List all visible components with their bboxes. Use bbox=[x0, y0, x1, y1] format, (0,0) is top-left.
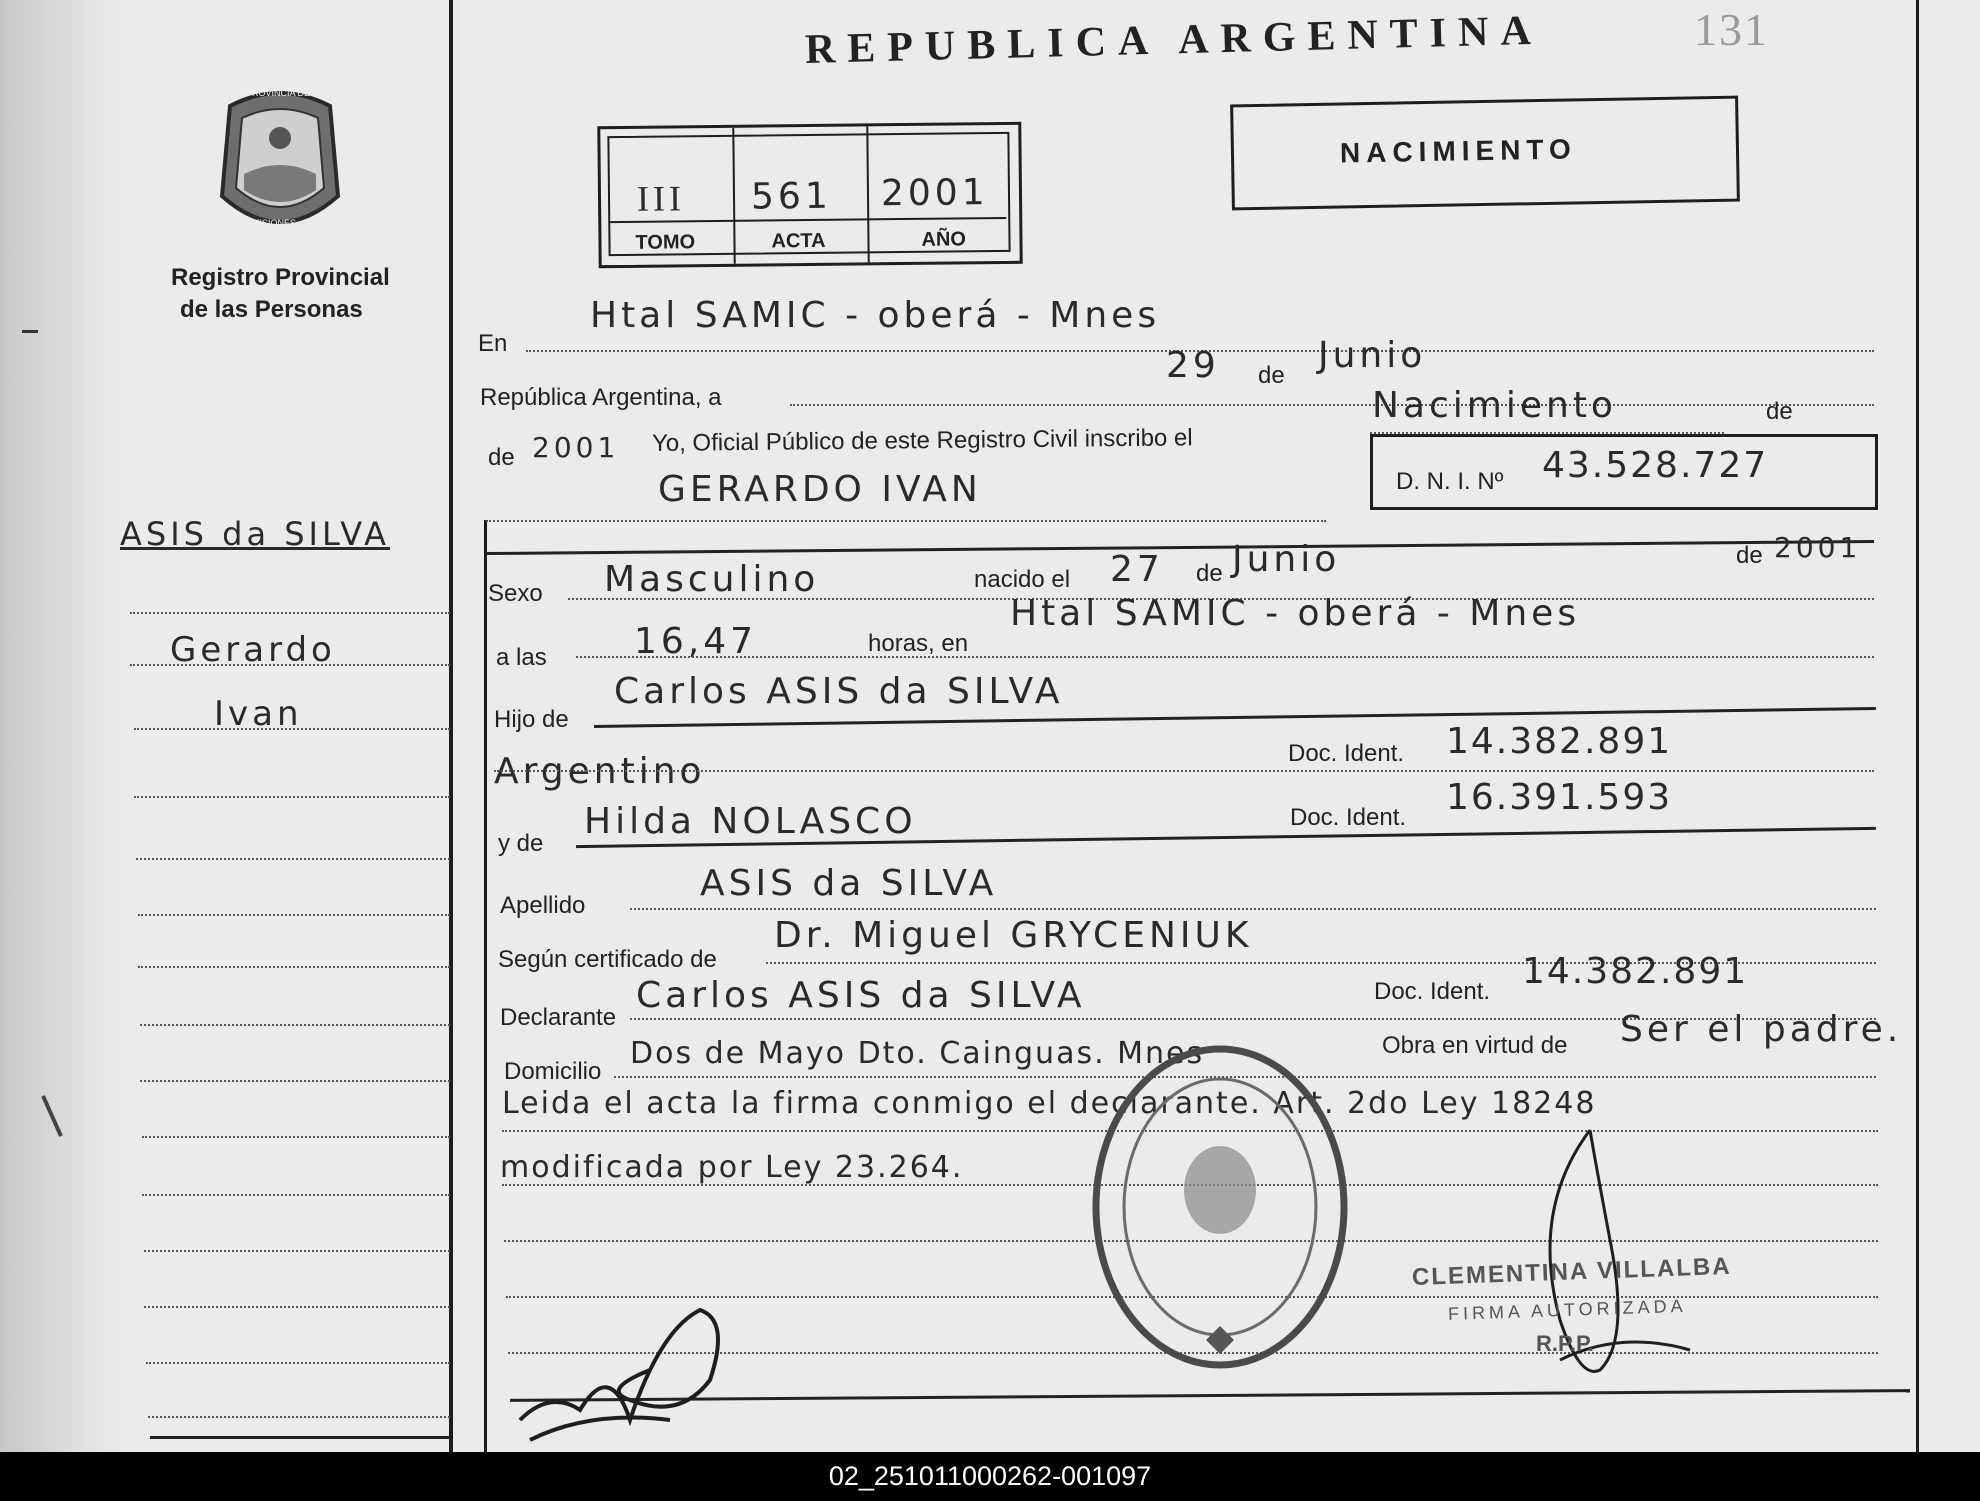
year-value: 2001 bbox=[532, 431, 620, 464]
doc-label-3: Doc. Ident. bbox=[1374, 978, 1491, 1005]
de2-label: de bbox=[488, 444, 515, 471]
province-seal-icon bbox=[210, 86, 350, 238]
margin-rule bbox=[142, 1136, 450, 1138]
acta-value: 561 bbox=[750, 175, 832, 218]
margin-divider bbox=[449, 0, 453, 1452]
oficial-label: Yo, Oficial Público de este Registro Civil inscribo el bbox=[651, 424, 1193, 457]
page-number: 131 bbox=[1694, 4, 1769, 55]
nac-padre-value: Argentino bbox=[494, 751, 706, 792]
declarante-value: Carlos ASIS da SILVA bbox=[636, 975, 1086, 1016]
nombre-value: GERARDO IVAN bbox=[658, 469, 982, 510]
tomo-label: TOMO bbox=[635, 231, 696, 254]
margin-name2: Ivan bbox=[214, 694, 303, 734]
sexo-label: Sexo bbox=[488, 580, 543, 607]
nac-rule bbox=[494, 770, 1874, 772]
margin-rule bbox=[140, 1024, 450, 1026]
margin-rule bbox=[142, 1194, 450, 1196]
obs-line2: modificada por Ley 23.264. bbox=[500, 1150, 964, 1185]
margin-rule bbox=[148, 1416, 450, 1418]
obra-label: Obra en virtud de bbox=[1382, 1032, 1568, 1059]
en-label: En bbox=[478, 330, 508, 357]
cert-value: Dr. Miguel GRYCENIUK bbox=[774, 915, 1253, 956]
margin-rule bbox=[136, 858, 450, 860]
form-frame-left bbox=[484, 520, 487, 1452]
margin-name1: Gerardo bbox=[170, 630, 336, 670]
alas-label: a las bbox=[496, 644, 547, 671]
doc-type-label: NACIMIENTO bbox=[1339, 133, 1578, 169]
obra-value: Ser el padre. bbox=[1620, 1009, 1903, 1050]
republica-rule bbox=[790, 404, 1874, 406]
registry-name-line1: Registro Provincial bbox=[171, 264, 390, 291]
form-frame-right bbox=[1916, 0, 1919, 1452]
seal-text-top: PROVINCIA DE bbox=[246, 88, 311, 98]
madre-value: Hilda NOLASCO bbox=[584, 801, 917, 842]
nacido-year: 2001 bbox=[1774, 531, 1862, 564]
de-label: de bbox=[1258, 362, 1285, 389]
signer-org: R.P.P. bbox=[1536, 1331, 1594, 1356]
day-value: 29 bbox=[1166, 345, 1220, 386]
dni-label: D. N. I. Nº bbox=[1396, 468, 1504, 495]
margin-rule bbox=[146, 1362, 450, 1364]
tomo-value: III bbox=[636, 178, 686, 219]
doc-madre-value: 16.391.593 bbox=[1446, 777, 1673, 818]
nacido-day: 27 bbox=[1110, 549, 1164, 590]
dni-value: 43.528.727 bbox=[1542, 445, 1769, 486]
doc-label: Doc. Ident. bbox=[1288, 740, 1405, 767]
nacido-month: Junio bbox=[1232, 539, 1341, 580]
country-title: REPUBLICA ARGENTINA bbox=[804, 7, 1544, 73]
registry-name-line2: de las Personas bbox=[180, 296, 363, 323]
margin-rule bbox=[138, 914, 450, 916]
margin-surname: ASIS da SILVA bbox=[120, 515, 391, 553]
acta-label: ACTA bbox=[771, 229, 826, 253]
margin-rule bbox=[144, 1306, 450, 1308]
en-value: Htal SAMIC - oberá - Mnes bbox=[590, 295, 1161, 336]
margin-rule bbox=[134, 796, 450, 798]
page-shadow bbox=[0, 0, 120, 1452]
apellido-rule bbox=[630, 908, 1876, 910]
cert-label: Según certificado de bbox=[498, 946, 717, 973]
margin-rule bbox=[144, 1250, 450, 1252]
nacido-de2-label: de bbox=[1736, 542, 1763, 569]
yde-label: y de bbox=[498, 830, 544, 857]
doc-declarante-value: 14.382.891 bbox=[1522, 951, 1749, 992]
signer-role: FIRMA AUTORIZADA bbox=[1447, 1295, 1687, 1324]
horas-label: horas, en bbox=[868, 630, 969, 657]
apellido-label: Apellido bbox=[500, 892, 586, 919]
section-rule bbox=[486, 540, 1874, 555]
padre-value: Carlos ASIS da SILVA bbox=[614, 671, 1064, 712]
nacido-de-label: de bbox=[1196, 560, 1223, 587]
obs-line1: Leida el acta la firma conmigo el declarante. Art. 2do Ley 18248 bbox=[502, 1086, 1597, 1121]
doc-label-2: Doc. Ident. bbox=[1290, 804, 1407, 831]
declarante-label: Declarante bbox=[500, 1004, 617, 1031]
margin-rule bbox=[130, 612, 450, 614]
scan-file-id: 02_251011000262-001097 bbox=[0, 1452, 1980, 1501]
margin-mark bbox=[22, 330, 38, 333]
declarant-signature-icon bbox=[510, 1270, 750, 1450]
ano-label: AÑO bbox=[921, 228, 967, 251]
ano-value: 2001 bbox=[880, 172, 989, 215]
nacido-label: nacido el bbox=[974, 566, 1071, 593]
apellido-value: ASIS da SILVA bbox=[700, 863, 998, 904]
republica-label: República Argentina, a bbox=[480, 384, 722, 411]
margin-rule bbox=[140, 1080, 450, 1082]
domicilio-value: Dos de Mayo Dto. Cainguas. Mnes bbox=[630, 1036, 1205, 1071]
inscribo-value: Nacimiento bbox=[1372, 385, 1617, 426]
official-stamp-icon bbox=[1086, 1040, 1354, 1374]
margin-rule bbox=[134, 728, 450, 730]
nombre-rule bbox=[486, 520, 1326, 522]
month-value: Junio bbox=[1318, 335, 1427, 376]
signer-name: CLEMENTINA VILLALBA bbox=[1411, 1252, 1733, 1291]
margin-rule bbox=[138, 966, 450, 968]
de3-label: de bbox=[1766, 398, 1793, 425]
hijo-label: Hijo de bbox=[494, 706, 569, 733]
domicilio-label: Domicilio bbox=[504, 1058, 602, 1085]
hora-value: 16,47 bbox=[634, 621, 758, 662]
alas-rule bbox=[576, 656, 1874, 658]
record-box bbox=[597, 122, 1022, 268]
doc-type-box bbox=[1230, 96, 1740, 211]
margin-bottom-rule bbox=[150, 1436, 450, 1439]
sexo-value: Masculino bbox=[604, 559, 820, 600]
lugar-value: Htal SAMIC - oberá - Mnes bbox=[1010, 593, 1581, 634]
margin-rule bbox=[130, 664, 450, 666]
doc-padre-value: 14.382.891 bbox=[1446, 721, 1673, 762]
seal-text-bottom: MISIONES bbox=[252, 218, 297, 228]
